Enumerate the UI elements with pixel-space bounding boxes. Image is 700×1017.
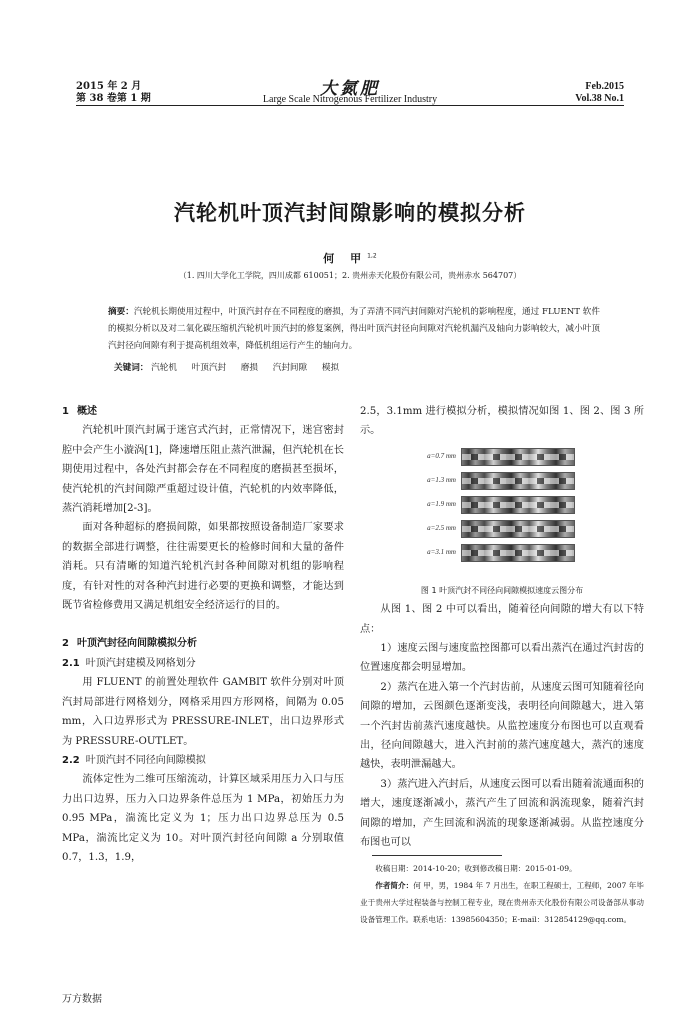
- paragraph: 3）蒸汽进入汽封后，从速度云图可以看出随着流通面积的增大，速度逐渐减小，蒸汽产生了回流和涡流现象，随着汽封间隙的增加，产生回流和涡流的现象逐渐减弱。从监控速度分布图也可以: [360, 778, 644, 849]
- footnote: [360, 860, 644, 928]
- keyword: 磨损: [240, 363, 258, 373]
- header-issue-en: [575, 81, 624, 105]
- figure-caption: 图 1 叶顶汽封不同径向间隙模拟速度云图分布: [420, 585, 584, 595]
- paragraph: 2）蒸汽在进入第一个汽封齿前，从速度云图可知随着径向间隙的增加，云图颜色逐渐变浅，表明径向间隙越大，进入第一个汽封齿前蒸汽速度越快。从监控速度分布图也可以直观看出，径向间隙越大，进入汽封前的蒸汽速度越大，蒸汽的速度越快，表明泄漏越大。: [360, 681, 644, 771]
- section-number: 1: [62, 406, 69, 417]
- figure-row: [360, 471, 644, 489]
- velocity-contour-image: [461, 472, 575, 490]
- paragraph: 流体定性为二维可压缩流动，计算区域采用压力入口与压力出口边界，压力入口边界条件总压为 1 MPa，初始压力为 0.95 MPa，湍流比定义为 1；压力出口边界总压为 0.5 MPa，湍流比定义为 10。对叶顶汽封径向间隙 a 分别取值 0.7，1.3，1.9，: [62, 774, 344, 863]
- header-date-en: Feb.2015: [585, 81, 624, 92]
- keywords: [114, 361, 594, 373]
- figure-row-label: a=0.7 mm: [427, 451, 456, 460]
- abstract-label: 摘要：: [108, 307, 134, 317]
- subsection-title: 叶顶汽封不同径向间隙模拟: [85, 754, 206, 766]
- velocity-contour-image: [461, 496, 575, 514]
- figure-row: [360, 519, 644, 537]
- figure-row: [360, 447, 644, 465]
- paragraph: 汽轮机叶顶汽封属于迷宫式汽封，正常情况下，迷宫密封腔中会产生小漩涡[1]，降速增压阻止蒸汽泄漏，但汽轮机在长期使用过程中，各处汽封都会存在不同程度的磨损甚至损坏，使汽轮机的汽封间隙严重超过设计值，汽轮机的内效率降低，蒸汽消耗增加[2-3]。: [62, 425, 344, 515]
- footnote-rule: [372, 855, 502, 856]
- figure-1: [360, 441, 644, 581]
- paragraph: 用 FLUENT 的前置处理软件 GAMBIT 软件分别对叶顶汽封局部进行网格划分，网格采用四方形网格，间隔为 0.05 mm，入口边界形式为 PRESSURE-INLET，出口边界形式为 PRESSURE-OUTLET。: [62, 677, 344, 747]
- left-column: [62, 402, 344, 867]
- subsection-title: 叶顶汽封建模及网格划分: [85, 657, 196, 669]
- subsection-number: 2.1: [62, 657, 80, 669]
- section-heading: [62, 634, 344, 653]
- abstract-text: 汽轮机长期使用过程中，叶顶汽封存在不同程度的磨损，为了弄清不同汽封间隙对汽轮机的影响程度，通过 FLUENT 软件的模拟分析以及对二氧化碳压缩机汽轮机叶顶汽封的修复案例，得出叶顶汽封径向间隙对汽轮机漏汽及轴向力影响较大，减小叶顶汽封径向间隙有利于提高机组效率，降低机组运行产生的轴向力。: [108, 307, 600, 351]
- paragraph: 从图 1、图 2 中可以看出，随着径向间隙的增大有以下特点：: [360, 604, 644, 635]
- velocity-contour-image: [461, 544, 575, 562]
- section-gap: [62, 615, 344, 634]
- keyword: 模拟: [321, 363, 340, 373]
- header-volume-cn: 第 38 卷第 1 期: [76, 93, 151, 104]
- journal-name-en: Large Scale Nitrogenous Fertilizer Industry: [262, 94, 438, 105]
- paragraph: 面对各种超标的磨损间隙，如果都按照设备制造厂家要求的数据全部进行调整，往往需要更长的检修时间和大量的备件消耗。只有清晰的知道汽轮机汽封各种间隙对机组的影响程度，有针对性的对各种汽封进行必要的更换和调整，才能达到既节省检修费用又满足机组安全经济运行的目的。: [62, 522, 344, 612]
- subsection-heading: [62, 751, 344, 770]
- subsection-heading: [62, 654, 344, 673]
- section-title: 叶顶汽封径向间隙模拟分析: [76, 638, 197, 650]
- author-name: 何 甲: [323, 252, 368, 265]
- figure-row-label: a=2.5 mm: [427, 523, 456, 532]
- subsection-number: 2.2: [62, 754, 80, 766]
- paragraph: 2.5，3.1mm 进行模拟分析，模拟情况如图 1、图 2、图 3 所示。: [360, 406, 644, 437]
- header-rule: [76, 105, 624, 106]
- keyword: 汽封间隙: [272, 363, 308, 373]
- watermark-footer: 万方数据: [62, 994, 102, 1005]
- velocity-contour-image: [461, 520, 575, 538]
- keyword: 汽轮机: [151, 363, 177, 373]
- footnote-received: 收稿日期：2014-10-20；收到修改稿日期：2015-01-09。: [375, 864, 577, 873]
- journal-logo: 大氮肥: [320, 79, 380, 99]
- velocity-contour-image: [461, 448, 575, 466]
- footnote-author-text: 何 甲，男，1984 年 7 月出生，在职工程硕士，工程师，2007 年毕业于贵州大学过程装备与控制工程专业，现在贵州赤天化股份有限公司设备部从事动设备管理工作。联系电话：13985604350；E-mail：312854129@qq.com。: [360, 881, 644, 924]
- affiliation: （1. 四川大学化工学院，四川成都 610051；2. 贵州赤天化股份有限公司，贵州赤水 564707）: [178, 271, 522, 280]
- figure-row-label: a=1.9 mm: [427, 499, 456, 508]
- footnote-author-label: 作者简介：: [375, 881, 414, 890]
- paragraph: 1）速度云图与速度监控图都可以看出蒸汽在通过汽封齿的位置速度都会明显增加。: [360, 643, 644, 674]
- paper-title: 汽轮机叶顶汽封间隙影响的模拟分析: [174, 201, 526, 225]
- section-heading: [62, 402, 344, 421]
- keyword: 叶顶汽封: [191, 363, 227, 373]
- right-column: [360, 402, 644, 853]
- section-title: 概述: [76, 406, 97, 417]
- footnote-author-info: [360, 877, 644, 928]
- figure-row-label: a=3.1 mm: [427, 547, 456, 556]
- figure-row: [360, 543, 644, 561]
- author-affiliation-marks: 1,2: [367, 252, 377, 260]
- author: [0, 250, 700, 266]
- figure-row: [360, 495, 644, 513]
- figure-row-label: a=1.3 mm: [427, 475, 456, 484]
- abstract: [108, 304, 600, 355]
- header-volume-en: Vol.38 No.1: [575, 93, 624, 104]
- keywords-label: 关键词：: [114, 363, 149, 373]
- header-date-cn: 2015 年 2 月: [76, 81, 142, 92]
- section-number: 2: [62, 638, 69, 650]
